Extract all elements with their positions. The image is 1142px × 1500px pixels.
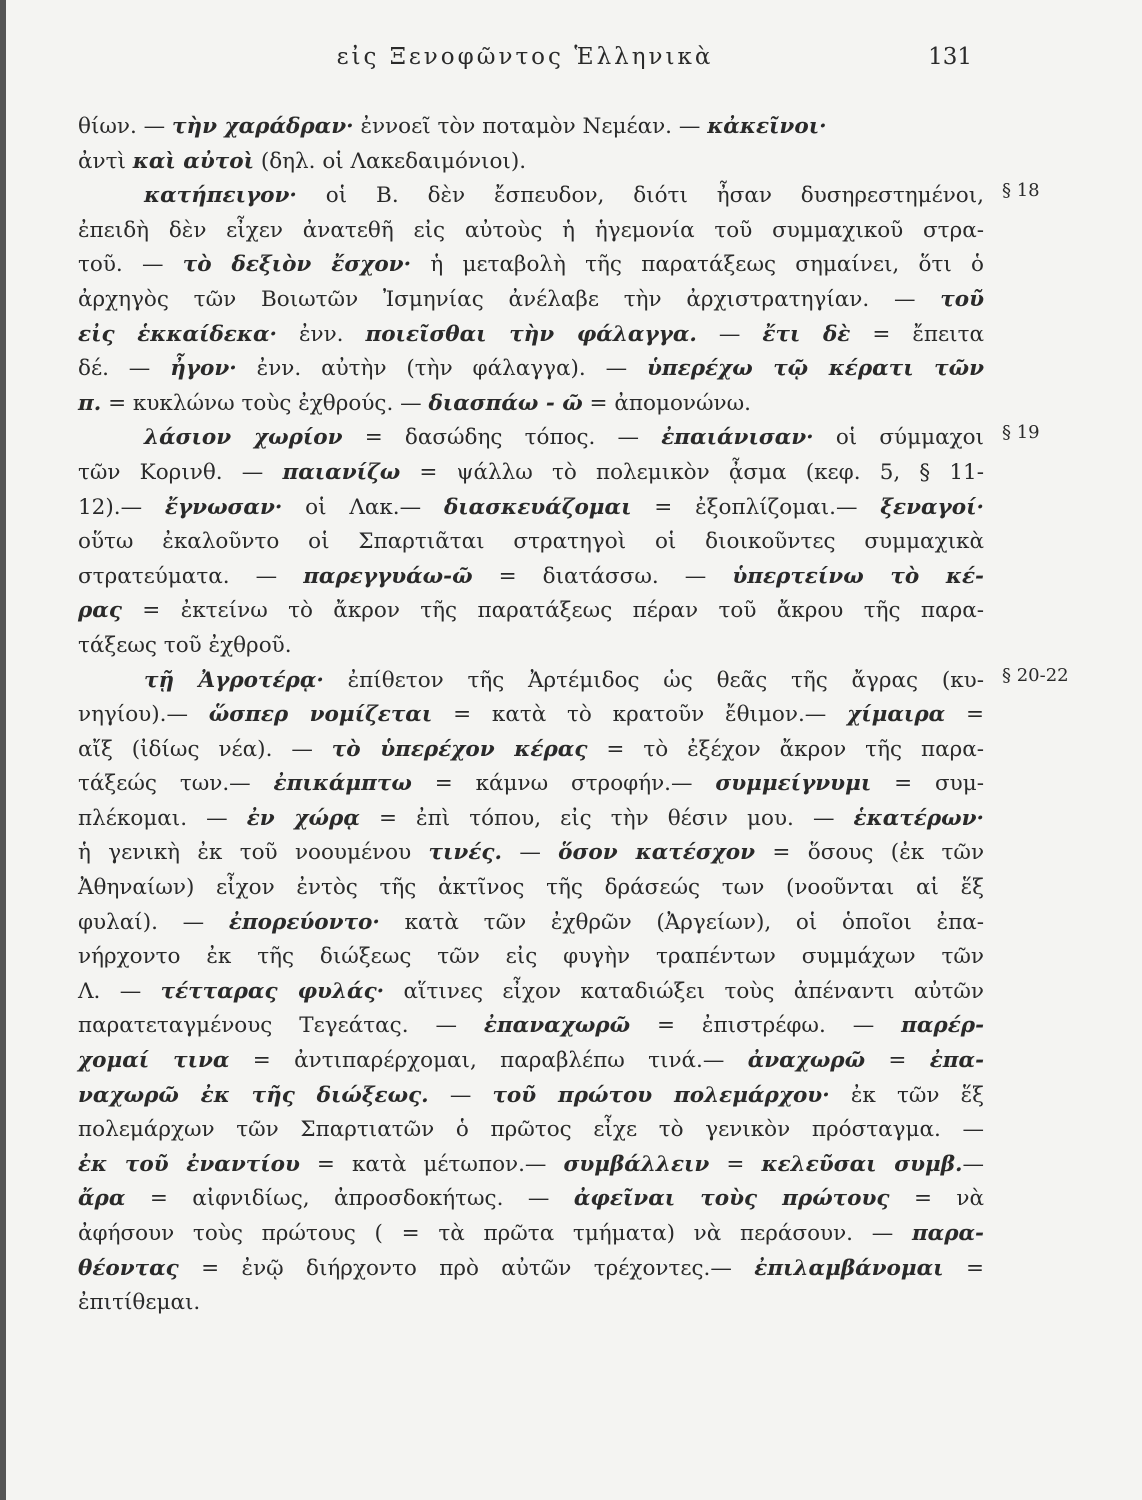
text-line: Ἀθηναίων) εἶχον ἐντὸς τῆς ἀκτῖνος τῆς δράσεώς των (νοοῦνται αἱ ἕξ <box>78 875 984 901</box>
margin-section-ref: § 18 <box>1002 180 1040 201</box>
text-line: 12).— ἔγνωσαν· οἱ Λακ.— διασκευάζομαι = ἐξοπλίζομαι.— ξεναγοί· <box>78 494 984 520</box>
commentary-body <box>78 110 984 1321</box>
text-line: ἐκ τοῦ ἐναντίου = κατὰ μέτωπον.— συμβάλλειν = κελεῦσαι συμβ.— <box>78 1151 984 1177</box>
text-line: πλέκομαι. — ἐν χώρᾳ = ἐπὶ τόπου, εἰς τὴν θέσιν μου. — ἑκατέρων· <box>78 805 984 831</box>
page-header <box>70 44 980 84</box>
text-line: ἐπιτίθεμαι. <box>78 1290 201 1316</box>
text-line: νηγίου).— ὥσπερ νομίζεται = κατὰ τὸ κρατοῦν ἔθιμον.— χίμαιρα = <box>78 702 984 728</box>
text-line: αἴξ (ἰδίως νέα). — τὸ ὑπερέχον κέρας = τὸ ἐξέχον ἄκρον τῆς παρα- <box>78 736 985 762</box>
text-line: κατήπειγον· οἱ Β. δὲν ἔσπευδον, διότι ἦσαν δυσηρεστημένοι, <box>144 183 984 209</box>
text-line: φυλαί). — ἐπορεύοντο· κατὰ τῶν ἐχθρῶν (Ἀργείων), οἱ ὁποῖοι ἐπα- <box>78 909 984 935</box>
text-line: παρατεταγμένους Τεγεάτας. — ἐπαναχωρῶ = ἐπιστρέφω. — παρέρ- <box>78 1013 985 1039</box>
text-line: τοῦ. — τὸ δεξιὸν ἔσχον· ἡ μεταβολὴ τῆς παρατάξεως σημαίνει, ὅτι ὁ <box>78 252 984 278</box>
text-line: π. = κυκλώνω τοὺς ἐχθρούς. — διασπάω - ῶ = ἀπομονώνω. <box>78 390 751 416</box>
text-line: οὕτω ἐκαλοῦντο οἱ Σπαρτιᾶται στρατηγοὶ οἱ διοικοῦντες συμμαχικὰ <box>78 529 984 555</box>
text-line: τάξεώς των.— ἐπικάμπτω = κάμνω στροφήν.— συμμείγνυμι = συμ- <box>78 771 984 797</box>
page-number: 131 <box>928 44 972 70</box>
text-line: λάσιον χωρίον = δασώδης τόπος. — ἐπαιάνισαν· οἱ σύμμαχοι <box>144 425 984 451</box>
text-line: ἀντὶ καὶ αὐτοὶ (δηλ. οἱ Λακεδαιμόνιοι). <box>78 148 527 174</box>
text-line: νήρχοντο ἐκ τῆς διώξεως τῶν εἰς φυγὴν τραπέντων συμμάχων τῶν <box>78 944 984 970</box>
text-line: τάξεως τοῦ ἐχθροῦ. <box>78 632 292 658</box>
text-line: θέοντας = ἐνῷ διήρχοντο πρὸ αὐτῶν τρέχοντες.— ἐπιλαμβάνομαι = <box>78 1255 984 1281</box>
text-line: Λ. — τέτταρας φυλάς· αἵτινες εἶχον καταδιώξει τοὺς ἀπέναντι αὐτῶν <box>78 978 984 1004</box>
text-line: τῇ Ἀγροτέρᾳ· ἐπίθετον τῆς Ἀρτέμιδος ὡς θεᾶς τῆς ἄγρας (κυ- <box>144 667 984 693</box>
text-line: ἄρα = αἰφνιδίως, ἀπροσδοκήτως. — ἀφεῖναι τοὺς πρώτους = νὰ <box>78 1186 984 1212</box>
text-line: εἰς ἑκκαίδεκα· ἐνν. ποιεῖσθαι τὴν φάλαγγα. — ἔτι δὲ = ἔπειτα <box>78 321 984 347</box>
text-line: πολεμάρχων τῶν Σπαρτιατῶν ὁ πρῶτος εἶχε τὸ γενικὸν πρόσταγμα. — <box>78 1117 984 1143</box>
text-line: ἀρχηγὸς τῶν Βοιωτῶν Ἰσμηνίας ἀνέλαβε τὴν ἀρχιστρατηγίαν. — τοῦ <box>78 286 984 312</box>
text-line: στρατεύματα. — παρεγγυάω-ῶ = διατάσσω. — ὑπερτείνω τὸ κέ- <box>78 563 984 589</box>
page-edge-shadow <box>0 0 6 1500</box>
text-line: ἐπειδὴ δὲν εἶχεν ἀνατεθῆ εἰς αὐτοὺς ἡ ἡγεμονία τοῦ συμμαχικοῦ στρα- <box>78 217 984 243</box>
margin-section-ref: § 20-22 <box>1002 665 1069 686</box>
text-line: ρας = ἐκτείνω τὸ ἄκρον τῆς παρατάξεως πέραν τοῦ ἄκρου τῆς παρα- <box>78 598 984 624</box>
running-title: εἰς Ξενοφῶντος Ἑλληνικὰ <box>336 44 714 70</box>
text-line: ἀφήσουν τοὺς πρώτους ( = τὰ πρῶτα τμήματα) νὰ περάσουν. — παρα- <box>78 1221 984 1246</box>
text-line: δέ. — ἦγον· ἐνν. αὐτὴν (τὴν φάλαγγα). — ὑπερέχω τῷ κέρατι τῶν <box>78 356 984 382</box>
text-line: τῶν Κορινθ. — παιανίζω = ψάλλω τὸ πολεμικὸν ᾆσμα (κεφ. 5, § 11- <box>78 459 984 485</box>
margin-section-ref: § 19 <box>1002 422 1040 443</box>
text-line: θίων. — τὴν χαράδραν· ἐννοεῖ τὸν ποταμὸν Νεμέαν. — κἀκεῖνοι· <box>78 114 827 139</box>
text-line: χομαί τινα = ἀντιπαρέρχομαι, παραβλέπω τινά.— ἀναχωρῶ = ἐπα- <box>78 1048 985 1074</box>
text-line: ἡ γενικὴ ἐκ τοῦ νοουμένου τινές. — ὅσον κατέσχον = ὅσους (ἐκ τῶν <box>78 840 985 866</box>
text-line: ναχωρῶ ἐκ τῆς διώξεως. — τοῦ πρώτου πολεμάρχου· ἐκ τῶν ἕξ <box>78 1082 984 1108</box>
